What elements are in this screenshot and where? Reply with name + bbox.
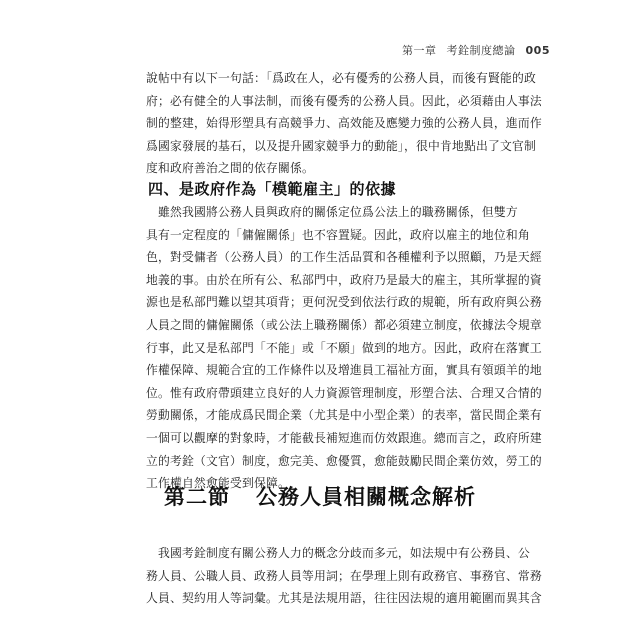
text-line: 府；必有健全的人事法制，而後有優秀的公務人員。因此，必須藉由人事法 [146,93,542,108]
text-line: 務人員、公職人員、政務人員等用詞；在學理上則有政務官、事務官、常務 [146,568,542,583]
text-line: 我國考銓制度有關公務人力的概念分歧而多元，如法規中有公務員、公 [146,546,530,560]
paragraph-1 [146,67,542,180]
text-line: 爲國家發展的基石，以及提升國家競爭力的動能」，很中肯地點出了文官制 [146,138,536,153]
paragraph-3 [146,542,542,610]
chapter-label: 第一章 [402,44,437,57]
section-number: 第二節 [164,485,230,509]
text-line: 說帖中有以下一句話：「爲政在人，必有優秀的公務人員，而後有賢能的政 [146,71,536,85]
text-line: 立的考銓（文官）制度，愈完美、愈優質，愈能鼓勵民間企業仿效，勞工的 [146,453,542,468]
text-line: 色，對受傭者（公務人員）的工作生活品質和各種權利予以照顧，乃是天經 [146,250,542,265]
text-line: 人員之間的傭僱關係（或公法上職務關係）都必須建立制度，依據法令規章 [146,317,542,332]
page-number: 005 [525,44,550,57]
text-line: 制的整建，始得形塑具有高競爭力、高效能及應變力強的公務人員，進而作 [146,116,542,131]
section-title: 公務人員相關概念解析 [256,485,476,509]
text-line: 作權保障、規範合宜的工作條件以及增進員工福祉方面，實具有領頭羊的地 [146,363,542,378]
text-line: 人員、契約用人等詞彙。尤其是法規用語，往往因法規的適用範圍而異其含 [146,591,542,606]
running-header [402,42,550,58]
text-line: 一個可以觀摩的對象時，才能截長補短進而仿效跟進。總而言之，政府所建 [146,430,542,445]
subheading: 四、是政府作為「模範雇主」的依據 [148,180,397,198]
text-line: 源也是私部門難以望其項背；更何況受到依法行政的規範，所有政府與公務 [146,295,542,310]
text-line: 行事，此又是私部門「不能」或「不願」做到的地方。因此，政府在落實工 [146,340,542,355]
text-line: 具有一定程度的「傭僱關係」也不容置疑。因此，政府以雇主的地位和角 [146,227,530,242]
text-line: 工作權自然愈能受到保障。 [146,476,290,491]
text-line: 勞動關係，才能成爲民間企業（尤其是中小型企業）的表率，當民間企業有 [146,408,542,423]
book-title: 考銓制度總論 [446,44,516,57]
text-line: 雖然我國將公務人員與政府的關係定位爲公法上的職務關係，但雙方 [146,205,518,219]
text-line: 度和政府善治之間的依存關係。 [146,161,314,176]
section-heading [0,481,640,511]
paragraph-2 [146,201,542,495]
text-line: 位。惟有政府帶頭建立良好的人力資源管理制度，形塑合法、合理又合情的 [146,385,542,400]
text-line: 地義的事。由於在所有公、私部門中，政府乃是最大的雇主，其所掌握的資 [146,272,542,287]
